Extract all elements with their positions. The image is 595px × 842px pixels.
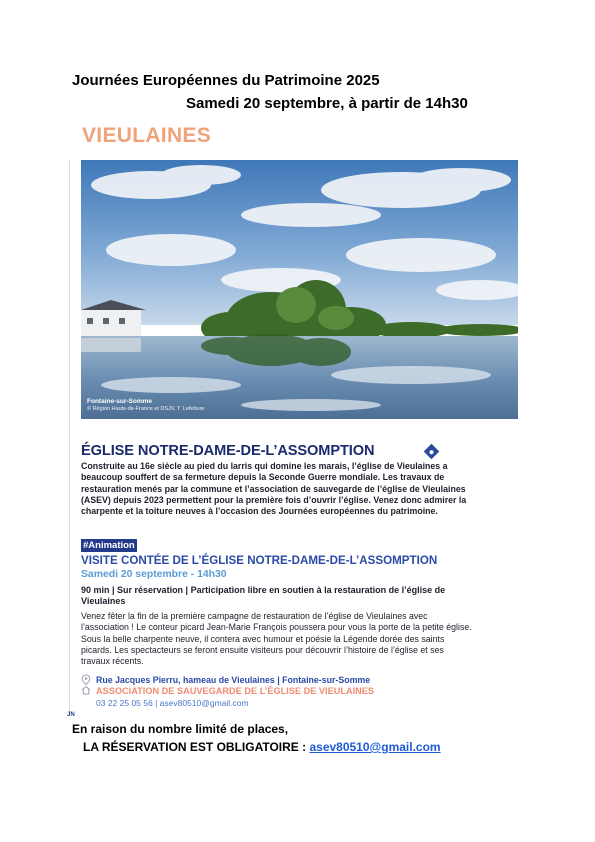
visit-description: Venez fêter la fin de la première campagne de restauration de l’église de Vieulaines avec l’association ! Le conteur picard Jean-Marie François poussera pour vous la porte de la petite église. Sous la belle charpente neuve, il contera avec humour et poésie la Légende dorée des saints picards. Les spectacteurs se feront ensuite visiteurs pour découvrir l’histoire de l’église et ses travaux récents. xyxy=(81,611,472,667)
footer-mark: JN xyxy=(67,712,75,718)
location-pin-icon xyxy=(81,674,91,685)
reservation-note: En raison du nombre limité de places, xyxy=(72,722,289,736)
reservation-required xyxy=(83,740,441,754)
visit-info: 90 min | Sur réservation | Participation libre en soutien à la restauration de l’église de Vieulaines xyxy=(81,585,446,606)
event-address: Rue Jacques Pierru, hameau de Vieulaines | Fontaine-sur-Somme xyxy=(96,675,371,685)
reservation-required-label: LA RÉSERVATION EST OBLIGATOIRE : xyxy=(83,740,310,754)
event-date: Samedi 20 septembre, à partir de 14h30 xyxy=(186,95,468,112)
left-divider xyxy=(69,160,70,716)
diamond-icon xyxy=(424,444,440,460)
church-description: Construite au 16e siècle au pied du larris qui domine les marais, l’église de Vieulaines a beaucoup souffert de sa fermeture depuis la Seconde Guerre mondiale. Les travaux de restauration menés par la commune et l’association de sauvegarde de l’église de Vieulaines (ASEV) depuis 2023 permettent pour la première fois d’ouvrir l’église. Venez donc admirer la charpente et la toiture neuves à l’occasion des Journées européennes du patrimoine. xyxy=(81,461,467,517)
visit-date: Samedi 20 septembre - 14h30 xyxy=(81,569,227,580)
organizer-name: ASSOCIATION DE SAUVEGARDE DE L’ÉGLISE DE VIEULAINES xyxy=(96,686,375,696)
town-name: VIEULAINES xyxy=(82,124,212,147)
church-title: ÉGLISE NOTRE-DAME-DE-L’ASSOMPTION xyxy=(81,443,375,459)
animation-tag: #Animation xyxy=(83,540,135,551)
photo-credit-source: © Région Hauts-de-France et DSJV, T. Lefebure xyxy=(87,406,205,412)
home-icon xyxy=(81,685,91,695)
photo-credit-place: Fontaine-sur-Somme xyxy=(87,398,153,405)
reservation-email-link[interactable]: asev80510@gmail.com xyxy=(309,740,441,754)
lake-photo xyxy=(81,160,518,419)
event-title: Journées Européennes du Patrimoine 2025 xyxy=(72,72,380,89)
visit-title: VISITE CONTÉE DE L’ÉGLISE NOTRE-DAME-DE-L’ASSOMPTION xyxy=(81,554,438,567)
organizer-contact: 03 22 25 05 56 | asev80510@gmail.com xyxy=(96,698,249,708)
